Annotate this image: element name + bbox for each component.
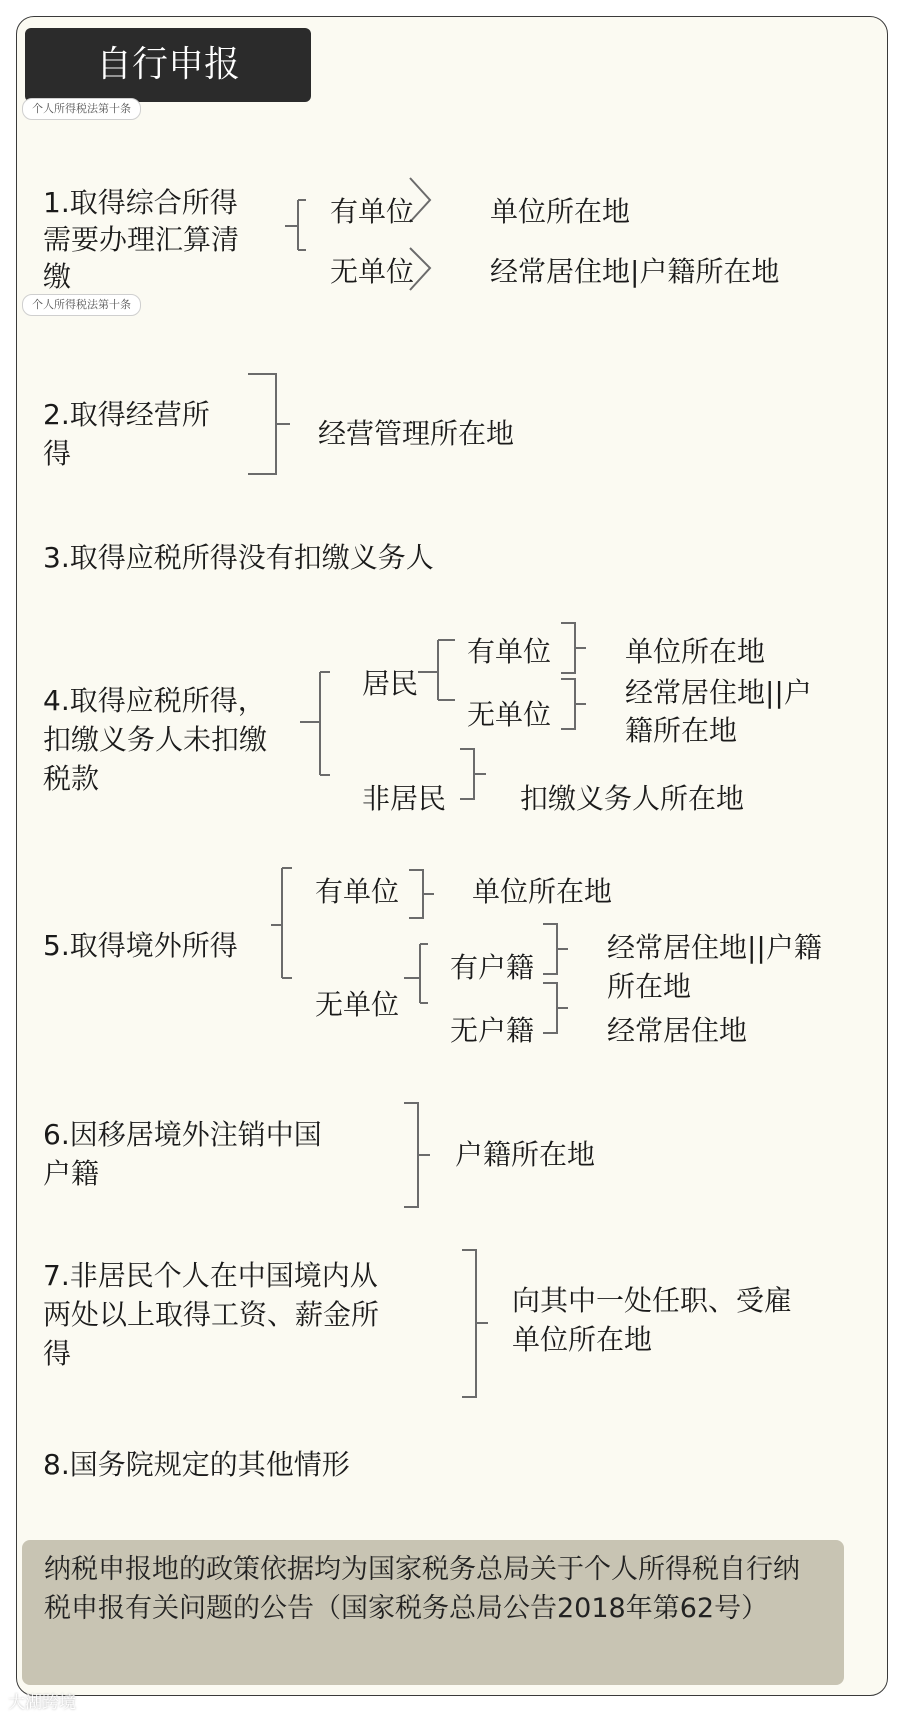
item-6-result: 户籍所在地 — [455, 1138, 596, 1171]
item-7-label-line: 7.非居民个人在中国境内从 — [43, 1259, 378, 1292]
item-4-label-line: 扣缴义务人未扣缴 — [43, 723, 268, 756]
policy-note — [22, 1540, 844, 1685]
item-5-label: 5.取得境外所得 — [43, 929, 238, 962]
item-4-label-line: 4.取得应税所得， — [43, 684, 266, 717]
item-5-sub-result: 经常居住地||户籍 — [607, 931, 822, 964]
item-5-branch-label: 无单位 — [315, 988, 400, 1021]
branch-connector — [271, 868, 292, 978]
bracket-connector — [460, 749, 486, 799]
item-4-branch-result: 扣缴义务人所在地 — [520, 782, 745, 815]
item-8-label: 8.国务院规定的其他情形 — [43, 1448, 350, 1481]
item-1-branch-label: 无单位 — [330, 255, 415, 288]
branch-connector — [404, 944, 428, 1003]
policy-note-text: 纳税申报地的政策依据均为国家税务总局关于个人所得税自行纳税申报有关问题的公告（国家税务总局公告2018年第62号） — [44, 1554, 800, 1624]
bracket-connector — [404, 1103, 430, 1207]
item-5-sub-label: 有户籍 — [450, 951, 535, 984]
item-4-label-line: 税款 — [43, 762, 100, 795]
item-5-branch-result: 单位所在地 — [472, 875, 613, 908]
bracket-connector — [462, 1250, 488, 1397]
item-1-branch-result: 经常居住地|户籍所在地 — [490, 255, 780, 288]
item-7-label-line: 两处以上取得工资、薪金所 — [43, 1298, 380, 1331]
item-6-label-line: 6.因移居境外注销中国 — [43, 1118, 322, 1151]
item-1-label-line: 缴 — [43, 260, 72, 293]
item-4-sub-label: 有单位 — [467, 635, 552, 668]
bracket-connector — [543, 983, 568, 1033]
item-4-branch-label: 居民 — [362, 667, 419, 700]
item-2-label-line: 得 — [43, 437, 72, 470]
item-5-branch-label: 有单位 — [315, 875, 400, 908]
item-7-result-line: 向其中一处任职、受雇 — [512, 1284, 793, 1317]
item-1-branch-result: 单位所在地 — [490, 195, 631, 228]
item-4-sub-label: 无单位 — [467, 698, 552, 731]
item-3-label: 3.取得应税所得没有扣缴义务人 — [43, 541, 434, 574]
item-7-result-line: 单位所在地 — [512, 1323, 653, 1356]
item-4-sub-result: 单位所在地 — [625, 635, 766, 668]
item-5-sub-result: 经常居住地 — [607, 1014, 748, 1047]
item-2-label-line: 2.取得经营所 — [43, 398, 210, 431]
item-6-label-line: 户籍 — [43, 1157, 100, 1190]
bracket-connector — [248, 374, 290, 474]
branch-connector — [300, 672, 330, 775]
item-1-label-line: 需要办理汇算清 — [43, 223, 240, 256]
law-tag: 个人所得税法第十条 — [22, 98, 141, 120]
item-7-label-line: 得 — [43, 1337, 72, 1370]
item-2-result: 经营管理所在地 — [318, 417, 515, 450]
page-title: 自行申报 — [25, 28, 311, 102]
item-5-sub-label: 无户籍 — [450, 1014, 535, 1047]
item-4-sub-result: 经常居住地||户 — [625, 676, 812, 709]
item-5-sub-result: 所在地 — [607, 970, 692, 1003]
bracket-connector — [561, 679, 586, 729]
bracket-connector — [409, 870, 434, 918]
item-1-branch-label: 有单位 — [330, 195, 415, 228]
bracket-connector — [543, 924, 568, 974]
item-4-branch-label: 非居民 — [362, 782, 447, 815]
item-4-sub-result: 籍所在地 — [625, 714, 738, 747]
branch-connector — [285, 200, 306, 250]
watermark: 大湖跨境 — [8, 1693, 76, 1713]
branch-connector — [418, 640, 455, 700]
bracket-connector — [561, 623, 586, 673]
item-1-label-line: 1.取得综合所得 — [43, 186, 238, 219]
law-tag: 个人所得税法第十条 — [22, 294, 141, 316]
